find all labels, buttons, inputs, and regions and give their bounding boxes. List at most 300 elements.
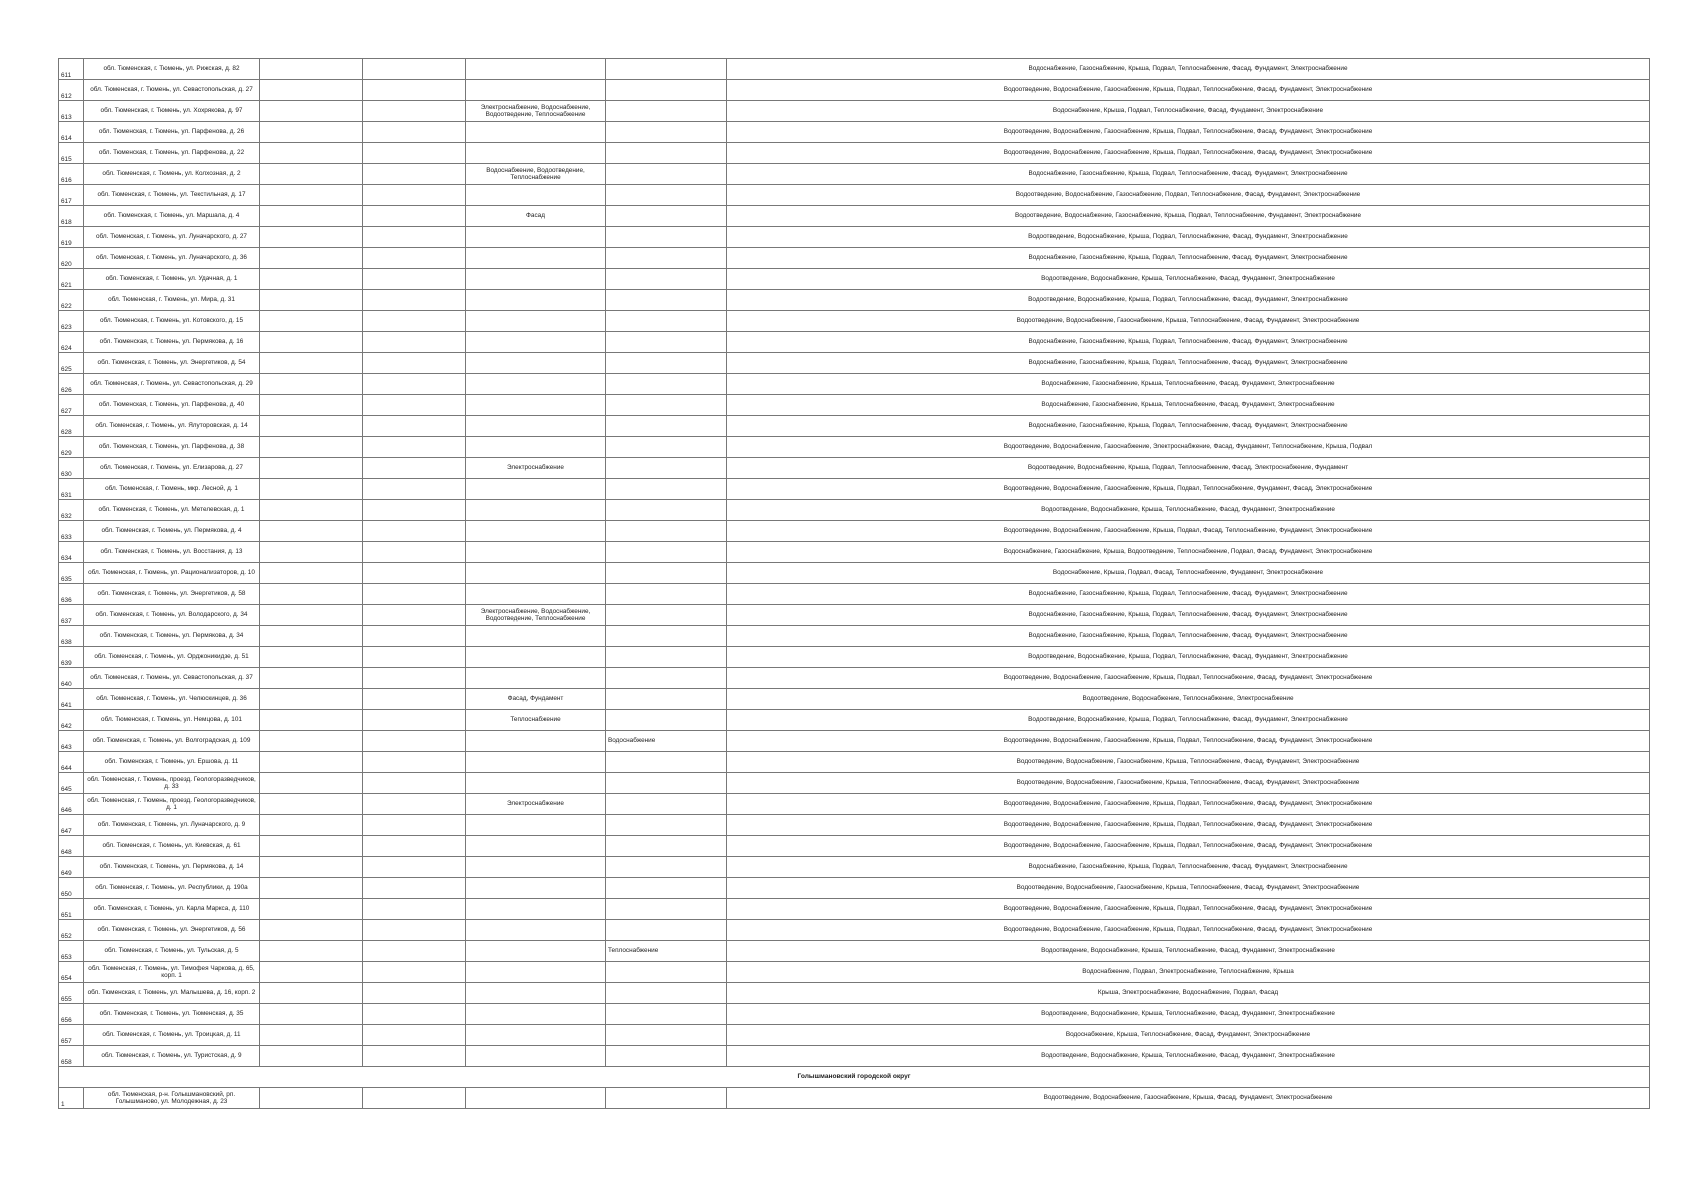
empty-cell: [260, 878, 363, 899]
address-cell: обл. Тюменская, г. Тюмень, ул. Карла Маркса, д. 110: [84, 899, 260, 920]
empty-cell: [260, 584, 363, 605]
table-row: [59, 395, 1650, 416]
empty-cell: [363, 1046, 466, 1067]
address-cell: обл. Тюменская, г. Тюмень, ул. Севастопольская, д. 27: [84, 80, 260, 101]
row-number: 625: [59, 353, 84, 374]
additional-works-cell: [606, 374, 727, 395]
row-number: 633: [59, 521, 84, 542]
table-row: [59, 122, 1650, 143]
planned-works-cell: [466, 1025, 606, 1046]
row-number: 642: [59, 710, 84, 731]
works-list-cell: Водоотведение, Водоснабжение, Крыша, Теплоснабжение, Фасад, Фундамент, Электроснабжение: [727, 500, 1650, 521]
planned-works-cell: [466, 59, 606, 80]
address-cell: обл. Тюменская, г. Тюмень, ул. Луначарского, д. 9: [84, 815, 260, 836]
works-list-cell: Водоснабжение, Крыша, Подвал, Теплоснабжение, Фасад, Фундамент, Электроснабжение: [727, 101, 1650, 122]
table-row: [59, 815, 1650, 836]
works-list-cell: Водоснабжение, Газоснабжение, Крыша, Подвал, Теплоснабжение, Фасад, Фундамент, Электроснабжение: [727, 857, 1650, 878]
additional-works-cell: [606, 122, 727, 143]
address-cell: обл. Тюменская, г. Тюмень, ул. Ершова, д. 11: [84, 752, 260, 773]
empty-cell: [363, 1004, 466, 1025]
address-cell: обл. Тюменская, г. Тюмень, ул. Парфенова, д. 38: [84, 437, 260, 458]
empty-cell: [363, 458, 466, 479]
empty-cell: [260, 332, 363, 353]
empty-cell: [363, 164, 466, 185]
address-cell: обл. Тюменская, г. Тюмень, проезд. Геологоразведчиков, д. 33: [84, 773, 260, 794]
works-list-cell: Водоснабжение, Газоснабжение, Крыша, Подвал, Теплоснабжение, Фасад, Фундамент, Электроснабжение: [727, 626, 1650, 647]
empty-cell: [260, 836, 363, 857]
empty-cell: [363, 857, 466, 878]
planned-works-cell: [466, 920, 606, 941]
empty-cell: [363, 290, 466, 311]
address-cell: обл. Тюменская, г. Тюмень, ул. Маршала, д. 4: [84, 206, 260, 227]
empty-cell: [363, 122, 466, 143]
works-list-cell: Крыша, Электроснабжение, Водоснабжение, Подвал, Фасад: [727, 983, 1650, 1004]
planned-works-cell: Электроснабжение: [466, 458, 606, 479]
empty-cell: [260, 416, 363, 437]
additional-works-cell: [606, 416, 727, 437]
empty-cell: [363, 668, 466, 689]
row-number: 617: [59, 185, 84, 206]
address-cell: обл. Тюменская, г. Тюмень, ул. Луначарского, д. 27: [84, 227, 260, 248]
additional-works-cell: [606, 899, 727, 920]
row-number: 654: [59, 962, 84, 983]
planned-works-cell: [466, 878, 606, 899]
table-row: [59, 59, 1650, 80]
address-cell: обл. Тюменская, г. Тюмень, ул. Республики, д. 190а: [84, 878, 260, 899]
row-number: 648: [59, 836, 84, 857]
table-row: [59, 794, 1650, 815]
additional-works-cell: [606, 143, 727, 164]
empty-cell: [363, 605, 466, 626]
table-row: [59, 311, 1650, 332]
row-number: 629: [59, 437, 84, 458]
empty-cell: [260, 80, 363, 101]
row-number: 616: [59, 164, 84, 185]
row-number: 626: [59, 374, 84, 395]
additional-works-cell: [606, 521, 727, 542]
planned-works-cell: [466, 416, 606, 437]
table-row: [59, 878, 1650, 899]
table-row: [59, 1046, 1650, 1067]
empty-cell: [260, 290, 363, 311]
row-number: 637: [59, 605, 84, 626]
additional-works-cell: [606, 227, 727, 248]
table-row: [59, 290, 1650, 311]
row-number: 651: [59, 899, 84, 920]
address-cell: обл. Тюменская, г. Тюмень, ул. Парфенова, д. 40: [84, 395, 260, 416]
works-list-cell: Водоотведение, Водоснабжение, Газоснабжение, Крыша, Подвал, Теплоснабжение, Фасад, Фундамент, Электроснабжение: [727, 80, 1650, 101]
row-number: 657: [59, 1025, 84, 1046]
address-cell: обл. Тюменская, г. Тюмень, ул. Котовского, д. 15: [84, 311, 260, 332]
empty-cell: [260, 374, 363, 395]
additional-works-cell: [606, 773, 727, 794]
empty-cell: [260, 227, 363, 248]
works-list-cell: Водоотведение, Водоснабжение, Газоснабжение, Крыша, Подвал, Теплоснабжение, Фасад, Фундамент, Электроснабжение: [727, 836, 1650, 857]
works-list-cell: Водоотведение, Водоснабжение, Газоснабжение, Крыша, Теплоснабжение, Фасад, Фундамент, Электроснабжение: [727, 878, 1650, 899]
table-row: [59, 416, 1650, 437]
address-cell: обл. Тюменская, г. Тюмень, ул. Удачная, д. 1: [84, 269, 260, 290]
table-row: [59, 458, 1650, 479]
row-number: 640: [59, 668, 84, 689]
empty-cell: [363, 248, 466, 269]
address-cell: обл. Тюменская, г. Тюмень, ул. Пермякова, д. 34: [84, 626, 260, 647]
row-number: 656: [59, 1004, 84, 1025]
empty-cell: [260, 437, 363, 458]
works-list-cell: Водоснабжение, Газоснабжение, Крыша, Теплоснабжение, Фасад, Фундамент, Электроснабжение: [727, 395, 1650, 416]
row-number: 632: [59, 500, 84, 521]
planned-works-cell: [466, 479, 606, 500]
row-number: 638: [59, 626, 84, 647]
planned-works-cell: [466, 437, 606, 458]
works-list-cell: Водоотведение, Водоснабжение, Газоснабжение, Крыша, Подвал, Теплоснабжение, Фасад, Фундамент, Электроснабжение: [727, 143, 1650, 164]
table-row: [59, 353, 1650, 374]
empty-cell: [363, 206, 466, 227]
table-row: [59, 542, 1650, 563]
additional-works-cell: [606, 185, 727, 206]
table-row: [59, 1004, 1650, 1025]
additional-works-cell: [606, 164, 727, 185]
empty-cell: [260, 143, 363, 164]
empty-cell: [363, 920, 466, 941]
empty-cell: [363, 878, 466, 899]
additional-works-cell: [606, 332, 727, 353]
empty-cell: [363, 1025, 466, 1046]
empty-cell: [260, 563, 363, 584]
address-cell: обл. Тюменская, г. Тюмень, ул. Волгоградская, д. 109: [84, 731, 260, 752]
empty-cell: [363, 521, 466, 542]
table-row: [59, 269, 1650, 290]
row-number: 655: [59, 983, 84, 1004]
empty-cell: [363, 59, 466, 80]
works-list-cell: Водоотведение, Водоснабжение, Крыша, Теплоснабжение, Фасад, Фундамент, Электроснабжение: [727, 269, 1650, 290]
planned-works-cell: [466, 143, 606, 164]
empty-cell: [363, 731, 466, 752]
additional-works-cell: [606, 815, 727, 836]
table-row: [59, 521, 1650, 542]
additional-works-cell: [606, 920, 727, 941]
row-number: 650: [59, 878, 84, 899]
works-list-cell: Водоотведение, Водоснабжение, Газоснабжение, Крыша, Подвал, Теплоснабжение, Фундамент, Электроснабжение: [727, 206, 1650, 227]
table-row: [59, 479, 1650, 500]
address-cell: обл. Тюменская, г. Тюмень, ул. Киевская, д. 61: [84, 836, 260, 857]
planned-works-cell: [466, 752, 606, 773]
empty-cell: [363, 647, 466, 668]
empty-cell: [363, 269, 466, 290]
row-number: 635: [59, 563, 84, 584]
table-row: [59, 164, 1650, 185]
works-list-cell: Водоотведение, Водоснабжение, Крыша, Теплоснабжение, Фасад, Фундамент, Электроснабжение: [727, 1004, 1650, 1025]
additional-works-cell: [606, 647, 727, 668]
additional-works-cell: [606, 626, 727, 647]
works-list-cell: Водоснабжение, Газоснабжение, Крыша, Теплоснабжение, Фасад, Фундамент, Электроснабжение: [727, 374, 1650, 395]
table-row: [59, 983, 1650, 1004]
table-row: [59, 185, 1650, 206]
empty-cell: [363, 1088, 466, 1109]
empty-cell: [260, 794, 363, 815]
empty-cell: [363, 227, 466, 248]
table-row: [59, 437, 1650, 458]
works-list-cell: Водоснабжение, Газоснабжение, Крыша, Подвал, Теплоснабжение, Фасад, Фундамент, Электроснабжение: [727, 584, 1650, 605]
planned-works-cell: Электроснабжение, Водоснабжение, Водоотведение, Теплоснабжение: [466, 101, 606, 122]
additional-works-cell: [606, 1025, 727, 1046]
additional-works-cell: [606, 857, 727, 878]
empty-cell: [363, 500, 466, 521]
row-number: 652: [59, 920, 84, 941]
empty-cell: [363, 710, 466, 731]
works-list-cell: Водоотведение, Водоснабжение, Газоснабжение, Крыша, Теплоснабжение, Фасад, Фундамент, Электроснабжение: [727, 311, 1650, 332]
empty-cell: [260, 101, 363, 122]
works-list-cell: Водоотведение, Водоснабжение, Крыша, Подвал, Теплоснабжение, Фасад, Фундамент, Электроснабжение: [727, 227, 1650, 248]
row-number: 618: [59, 206, 84, 227]
address-cell: обл. Тюменская, г. Тюмень, ул. Энергетиков, д. 54: [84, 353, 260, 374]
address-cell: обл. Тюменская, г. Тюмень, ул. Мира, д. 31: [84, 290, 260, 311]
address-cell: обл. Тюменская, р-н. Голышмановский, рп. Голышманово, ул. Молодежная, д. 23: [84, 1088, 260, 1109]
section-title: Голышмановский городской округ: [59, 1067, 1650, 1088]
table-row: [59, 248, 1650, 269]
address-cell: обл. Тюменская, г. Тюмень, ул. Немцова, д. 101: [84, 710, 260, 731]
table-row: [59, 773, 1650, 794]
row-number: 636: [59, 584, 84, 605]
row-number: 621: [59, 269, 84, 290]
row-number: 641: [59, 689, 84, 710]
additional-works-cell: [606, 1004, 727, 1025]
address-cell: обл. Тюменская, г. Тюмень, ул. Пермякова, д. 4: [84, 521, 260, 542]
address-cell: обл. Тюменская, г. Тюмень, мкр. Лесной, д. 1: [84, 479, 260, 500]
table-row: [59, 689, 1650, 710]
empty-cell: [260, 1046, 363, 1067]
works-list-cell: Водоснабжение, Крыша, Теплоснабжение, Фасад, Фундамент, Электроснабжение: [727, 1025, 1650, 1046]
additional-works-cell: [606, 353, 727, 374]
address-cell: обл. Тюменская, г. Тюмень, ул. Парфенова, д. 22: [84, 143, 260, 164]
works-list-cell: Водоснабжение, Газоснабжение, Крыша, Подвал, Теплоснабжение, Фасад, Фундамент, Электроснабжение: [727, 353, 1650, 374]
table-row: [59, 710, 1650, 731]
row-number: 639: [59, 647, 84, 668]
register-table: [58, 58, 1650, 1109]
works-list-cell: Водоснабжение, Газоснабжение, Крыша, Водоотведение, Теплоснабжение, Подвал, Фасад, Фундамент, Электроснабжение: [727, 542, 1650, 563]
planned-works-cell: [466, 983, 606, 1004]
additional-works-cell: [606, 500, 727, 521]
empty-cell: [363, 836, 466, 857]
empty-cell: [260, 668, 363, 689]
empty-cell: [260, 164, 363, 185]
address-cell: обл. Тюменская, г. Тюмень, ул. Пермякова, д. 14: [84, 857, 260, 878]
empty-cell: [260, 206, 363, 227]
planned-works-cell: Теплоснабжение: [466, 710, 606, 731]
empty-cell: [260, 521, 363, 542]
works-list-cell: Водоотведение, Водоснабжение, Крыша, Подвал, Теплоснабжение, Фасад, Фундамент, Электроснабжение: [727, 290, 1650, 311]
empty-cell: [363, 563, 466, 584]
table-row: [59, 668, 1650, 689]
additional-works-cell: [606, 479, 727, 500]
address-cell: обл. Тюменская, г. Тюмень, ул. Ялуторовская, д. 14: [84, 416, 260, 437]
table-row: [59, 857, 1650, 878]
row-number: 634: [59, 542, 84, 563]
empty-cell: [260, 920, 363, 941]
row-number: 631: [59, 479, 84, 500]
empty-cell: [260, 773, 363, 794]
planned-works-cell: Электроснабжение, Водоснабжение, Водоотведение, Теплоснабжение: [466, 605, 606, 626]
planned-works-cell: Фасад: [466, 206, 606, 227]
planned-works-cell: [466, 185, 606, 206]
works-list-cell: Водоотведение, Водоснабжение, Газоснабжение, Крыша, Теплоснабжение, Фасад, Фундамент, Электроснабжение: [727, 773, 1650, 794]
empty-cell: [260, 1004, 363, 1025]
table-row: [59, 80, 1650, 101]
row-number: 645: [59, 773, 84, 794]
table-row: [59, 899, 1650, 920]
empty-cell: [363, 794, 466, 815]
additional-works-cell: Водоснабжение: [606, 731, 727, 752]
works-list-cell: Водоснабжение, Газоснабжение, Крыша, Подвал, Теплоснабжение, Фасад, Фундамент, Электроснабжение: [727, 605, 1650, 626]
additional-works-cell: [606, 710, 727, 731]
row-number: 624: [59, 332, 84, 353]
address-cell: обл. Тюменская, г. Тюмень, ул. Колхозная, д. 2: [84, 164, 260, 185]
planned-works-cell: Водоснабжение, Водоотведение, Теплоснабжение: [466, 164, 606, 185]
address-cell: обл. Тюменская, г. Тюмень, ул. Хохрякова, д. 97: [84, 101, 260, 122]
table-row: [59, 752, 1650, 773]
empty-cell: [260, 752, 363, 773]
planned-works-cell: [466, 1046, 606, 1067]
address-cell: обл. Тюменская, г. Тюмень, ул. Восстания, д. 13: [84, 542, 260, 563]
address-cell: обл. Тюменская, г. Тюмень, ул. Луначарского, д. 36: [84, 248, 260, 269]
empty-cell: [363, 143, 466, 164]
empty-cell: [363, 395, 466, 416]
empty-cell: [260, 689, 363, 710]
table-row: [59, 605, 1650, 626]
row-number: 613: [59, 101, 84, 122]
table-row: [59, 500, 1650, 521]
works-list-cell: Водоснабжение, Крыша, Подвал, Фасад, Теплоснабжение, Фундамент, Электроснабжение: [727, 563, 1650, 584]
row-number: 614: [59, 122, 84, 143]
planned-works-cell: [466, 269, 606, 290]
additional-works-cell: [606, 962, 727, 983]
empty-cell: [363, 353, 466, 374]
address-cell: обл. Тюменская, г. Тюмень, ул. Севастопольская, д. 29: [84, 374, 260, 395]
works-list-cell: Водоотведение, Водоснабжение, Газоснабжение, Крыша, Подвал, Теплоснабжение, Фасад, Фундамент, Электроснабжение: [727, 815, 1650, 836]
empty-cell: [260, 395, 363, 416]
additional-works-cell: [606, 668, 727, 689]
works-list-cell: Водоотведение, Водоснабжение, Газоснабжение, Электроснабжение, Фасад, Фундамент, Теплоснабжение, Крыша, Подвал: [727, 437, 1650, 458]
planned-works-cell: [466, 857, 606, 878]
address-cell: обл. Тюменская, г. Тюмень, ул. Орджоникидзе, д. 51: [84, 647, 260, 668]
section-header-row: [59, 1067, 1650, 1088]
works-list-cell: Водоотведение, Водоснабжение, Газоснабжение, Крыша, Фасад, Фундамент, Электроснабжение: [727, 1088, 1650, 1109]
empty-cell: [260, 311, 363, 332]
additional-works-cell: [606, 836, 727, 857]
additional-works-cell: [606, 542, 727, 563]
additional-works-cell: [606, 59, 727, 80]
works-list-cell: Водоотведение, Водоснабжение, Газоснабжение, Крыша, Подвал, Теплоснабжение, Фасад, Фундамент, Электроснабжение: [727, 731, 1650, 752]
empty-cell: [260, 731, 363, 752]
planned-works-cell: [466, 374, 606, 395]
works-list-cell: Водоснабжение, Газоснабжение, Крыша, Подвал, Теплоснабжение, Фасад, Фундамент, Электроснабжение: [727, 248, 1650, 269]
table-row: [59, 206, 1650, 227]
address-cell: обл. Тюменская, г. Тюмень, ул. Севастопольская, д. 37: [84, 668, 260, 689]
empty-cell: [260, 983, 363, 1004]
empty-cell: [260, 59, 363, 80]
row-number: 644: [59, 752, 84, 773]
works-list-cell: Водоснабжение, Газоснабжение, Крыша, Подвал, Теплоснабжение, Фасад, Фундамент, Электроснабжение: [727, 164, 1650, 185]
planned-works-cell: [466, 248, 606, 269]
address-cell: обл. Тюменская, г. Тюмень, ул. Энергетиков, д. 58: [84, 584, 260, 605]
table-row: [59, 647, 1650, 668]
planned-works-cell: [466, 899, 606, 920]
additional-works-cell: [606, 290, 727, 311]
empty-cell: [363, 101, 466, 122]
additional-works-cell: [606, 605, 727, 626]
works-list-cell: Водоотведение, Водоснабжение, Газоснабжение, Крыша, Подвал, Теплоснабжение, Фасад, Фундамент, Электроснабжение: [727, 794, 1650, 815]
row-number: 620: [59, 248, 84, 269]
empty-cell: [363, 542, 466, 563]
additional-works-cell: [606, 395, 727, 416]
address-cell: обл. Тюменская, г. Тюмень, ул. Туристская, д. 9: [84, 1046, 260, 1067]
works-list-cell: Водоотведение, Водоснабжение, Газоснабжение, Подвал, Теплоснабжение, Фасад, Фундамент, Электроснабжение: [727, 185, 1650, 206]
additional-works-cell: [606, 983, 727, 1004]
planned-works-cell: [466, 521, 606, 542]
empty-cell: [260, 248, 363, 269]
table-row: [59, 584, 1650, 605]
works-list-cell: Водоснабжение, Газоснабжение, Крыша, Подвал, Теплоснабжение, Фасад, Фундамент, Электроснабжение: [727, 332, 1650, 353]
address-cell: обл. Тюменская, г. Тюмень, ул. Тюменская, д. 35: [84, 1004, 260, 1025]
planned-works-cell: [466, 542, 606, 563]
planned-works-cell: [466, 647, 606, 668]
additional-works-cell: [606, 269, 727, 290]
empty-cell: [260, 122, 363, 143]
empty-cell: [363, 437, 466, 458]
planned-works-cell: [466, 731, 606, 752]
row-number: 623: [59, 311, 84, 332]
table-row: [59, 101, 1650, 122]
address-cell: обл. Тюменская, г. Тюмень, ул. Рижская, д. 82: [84, 59, 260, 80]
works-list-cell: Водоотведение, Водоснабжение, Газоснабжение, Крыша, Подвал, Фасад, Теплоснабжение, Фундамент, Электроснабжение: [727, 521, 1650, 542]
planned-works-cell: [466, 353, 606, 374]
works-list-cell: Водоотведение, Водоснабжение, Газоснабжение, Крыша, Подвал, Теплоснабжение, Фундамент, Фасад, Электроснабжение: [727, 479, 1650, 500]
empty-cell: [363, 899, 466, 920]
planned-works-cell: Электроснабжение: [466, 794, 606, 815]
planned-works-cell: [466, 80, 606, 101]
row-number: 630: [59, 458, 84, 479]
works-list-cell: Водоотведение, Водоснабжение, Крыша, Теплоснабжение, Фасад, Фундамент, Электроснабжение: [727, 941, 1650, 962]
empty-cell: [260, 962, 363, 983]
empty-cell: [260, 185, 363, 206]
planned-works-cell: Фасад, Фундамент: [466, 689, 606, 710]
empty-cell: [363, 374, 466, 395]
additional-works-cell: [606, 878, 727, 899]
works-list-cell: Водоотведение, Водоснабжение, Крыша, Подвал, Теплоснабжение, Фасад, Фундамент, Электроснабжение: [727, 647, 1650, 668]
planned-works-cell: [466, 668, 606, 689]
address-cell: обл. Тюменская, г. Тюмень, ул. Текстильная, д. 17: [84, 185, 260, 206]
planned-works-cell: [466, 773, 606, 794]
works-list-cell: Водоотведение, Водоснабжение, Газоснабжение, Крыша, Подвал, Теплоснабжение, Фасад, Фундамент, Электроснабжение: [727, 899, 1650, 920]
works-list-cell: Водоотведение, Водоснабжение, Газоснабжение, Крыша, Подвал, Теплоснабжение, Фасад, Фундамент, Электроснабжение: [727, 920, 1650, 941]
planned-works-cell: [466, 290, 606, 311]
table-row: [59, 731, 1650, 752]
additional-works-cell: Теплоснабжение: [606, 941, 727, 962]
address-cell: обл. Тюменская, г. Тюмень, ул. Малышева, д. 16, корп. 2: [84, 983, 260, 1004]
planned-works-cell: [466, 1004, 606, 1025]
planned-works-cell: [466, 1088, 606, 1109]
address-cell: обл. Тюменская, г. Тюмень, ул. Елизарова, д. 27: [84, 458, 260, 479]
works-list-cell: Водоотведение, Водоснабжение, Газоснабжение, Крыша, Подвал, Теплоснабжение, Фасад, Фундамент, Электроснабжение: [727, 668, 1650, 689]
address-cell: обл. Тюменская, г. Тюмень, ул. Рационализаторов, д. 10: [84, 563, 260, 584]
planned-works-cell: [466, 626, 606, 647]
additional-works-cell: [606, 584, 727, 605]
address-cell: обл. Тюменская, г. Тюмень, проезд. Геологоразведчиков, д. 1: [84, 794, 260, 815]
empty-cell: [260, 1025, 363, 1046]
planned-works-cell: [466, 395, 606, 416]
row-number: 643: [59, 731, 84, 752]
table-row: [59, 563, 1650, 584]
empty-cell: [363, 416, 466, 437]
